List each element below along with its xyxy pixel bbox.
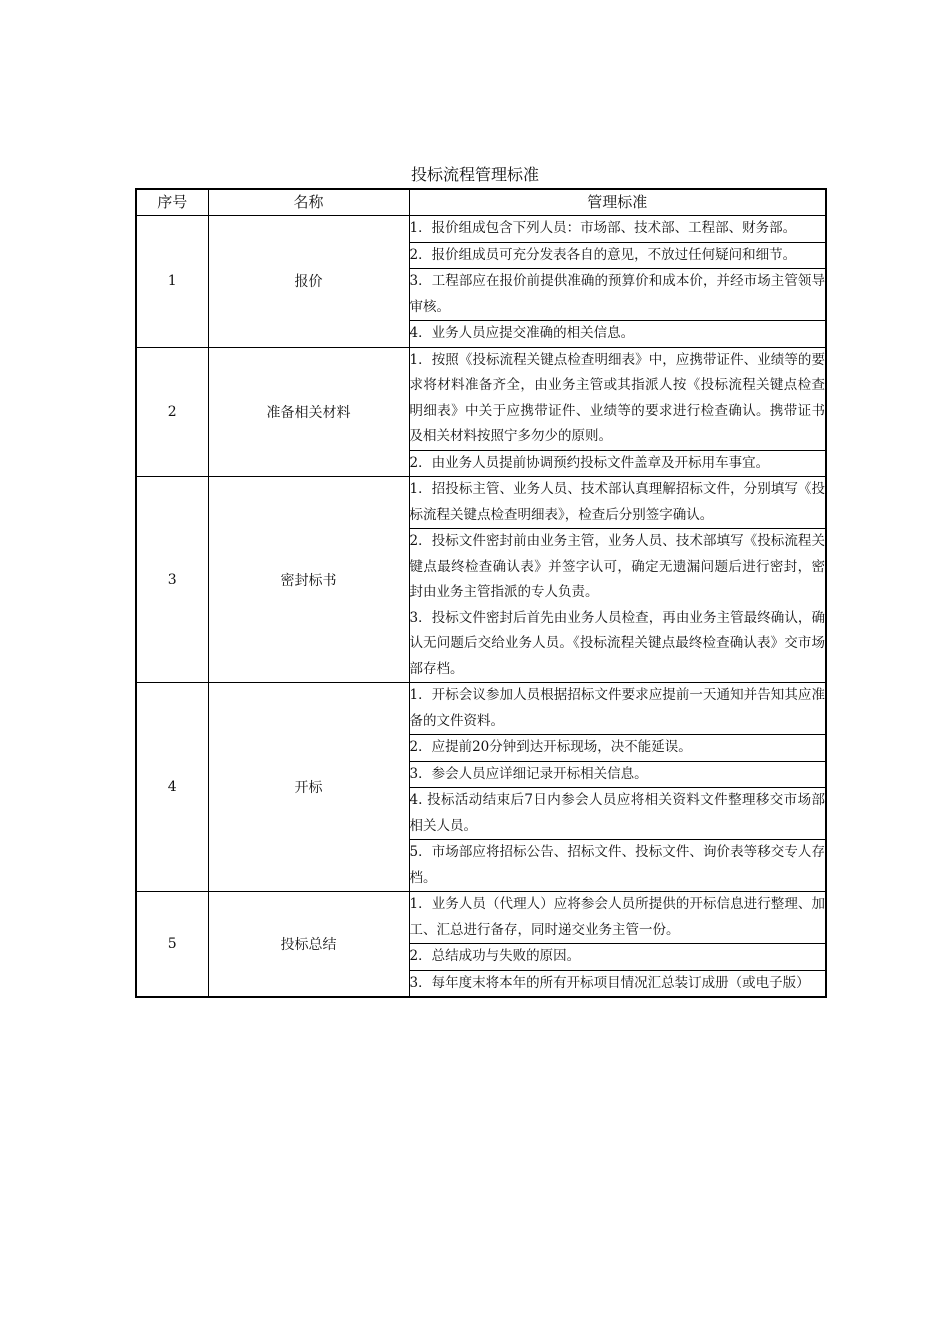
row-seq: 2 [136, 347, 208, 477]
row-seq: 1 [136, 216, 208, 348]
row-name: 开标 [208, 683, 409, 892]
table-header-row [136, 189, 826, 216]
row-seq: 5 [136, 892, 208, 998]
standard-item: 2．投标文件密封前由业务主管，业务人员、技术部填写《投标流程关键点最终检查确认表》并签字认可，确定无遗漏问题后进行密封，密封由业务主管指派的专人负责。 3．投标文件密封后首先由业务人员检查，再由业务主管最终确认，确认无问题后交给业务人员。《投标流程关键点最终检查确认表》交市场部存档。 [409, 529, 826, 683]
table-row [136, 477, 826, 529]
row-name: 准备相关材料 [208, 347, 409, 477]
standard-item: 1．开标会议参加人员根据招标文件要求应提前一天通知并告知其应准备的文件资料。 [409, 683, 826, 735]
standard-item: 1．招投标主管、业务人员、技术部认真理解招标文件，分别填写《投标流程关键点检查明细表》，检查后分别签字确认。 [409, 477, 826, 529]
table-row [136, 216, 826, 243]
standards-table [135, 188, 827, 998]
header-seq: 序号 [136, 189, 208, 216]
standard-item: 1．报价组成包含下列人员：市场部、技术部、工程部、财务部。 [409, 216, 826, 243]
standard-item: 3．工程部应在报价前提供准确的预算价和成本价，并经市场主管领导审核。 [409, 269, 826, 321]
standard-item: 2．总结成功与失败的原因。 [409, 944, 826, 971]
table-row [136, 683, 826, 735]
table-row [136, 347, 826, 450]
row-name: 投标总结 [208, 892, 409, 998]
standard-item: 2．应提前20分钟到达开标现场，决不能延误。 [409, 735, 826, 762]
row-name: 密封标书 [208, 477, 409, 683]
standard-item: 4. 投标活动结束后7日内参会人员应将相关资料文件整理移交市场部相关人员。 [409, 788, 826, 840]
standard-item: 1．业务人员（代理人）应将参会人员所提供的开标信息进行整理、加工、汇总进行备存，同时递交业务主管一份。 [409, 892, 826, 944]
row-seq: 4 [136, 683, 208, 892]
header-standard: 管理标准 [409, 189, 826, 216]
row-name: 报价 [208, 216, 409, 348]
standard-item: 2．报价组成员可充分发表各自的意见，不放过任何疑问和细节。 [409, 242, 826, 269]
table-row [136, 892, 826, 944]
standard-item: 4．业务人员应提交准确的相关信息。 [409, 321, 826, 348]
row-seq: 3 [136, 477, 208, 683]
header-name: 名称 [208, 189, 409, 216]
standard-item: 1．按照《投标流程关键点检查明细表》中，应携带证件、业绩等的要求将材料准备齐全，由业务主管或其指派人按《投标流程关键点检查明细表》中关于应携带证件、业绩等的要求进行检查确认。携带证书及相关材料按照宁多勿少的原则。 [409, 347, 826, 450]
standard-item: 2．由业务人员提前协调预约投标文件盖章及开标用车事宜。 [409, 450, 826, 477]
standard-item: 3．每年度末将本年的所有开标项目情况汇总装订成册（或电子版） [409, 970, 826, 997]
page-title: 投标流程管理标准 [410, 165, 539, 184]
table-body [136, 216, 826, 998]
standard-item: 5．市场部应将招标公告、招标文件、投标文件、询价表等移交专人存档。 [409, 840, 826, 892]
standard-item: 3．参会人员应详细记录开标相关信息。 [409, 761, 826, 788]
